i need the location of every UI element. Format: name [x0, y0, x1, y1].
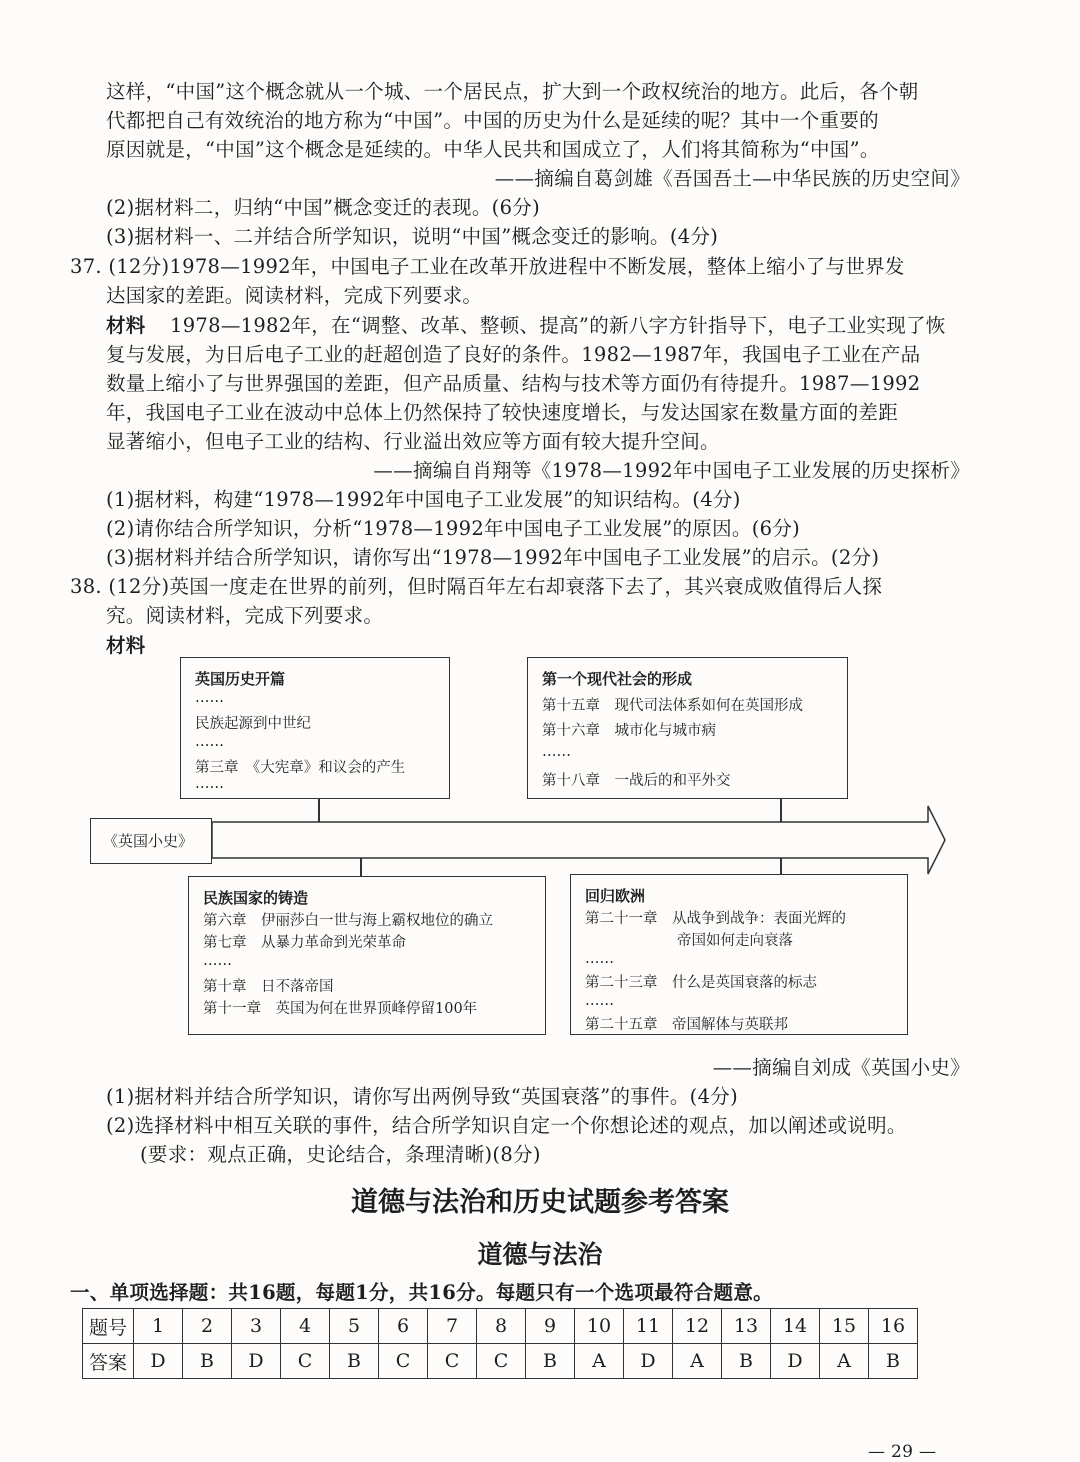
question-stem: 究。阅读材料，完成下列要求。 — [106, 604, 384, 627]
question-item: (3)据材料并结合所学知识，请你写出“1978—1992年中国电子工业发展”的启示。(2分) — [106, 546, 880, 569]
question-number-cell: 15 — [820, 1309, 869, 1344]
connector — [780, 858, 782, 874]
question-item: (1)据材料，构建“1978—1992年中国电子工业发展”的知识结构。(4分) — [106, 488, 741, 511]
material-line: 显著缩小，但电子工业的结构、行业溢出效应等方面有较大提升空间。 — [106, 430, 720, 453]
question-stem: 37. (12分)1978—1992年，中国电子工业在改革开放进程中不断发展，整体上缩小了与世界发 — [70, 255, 905, 278]
question-number-cell: 8 — [477, 1309, 526, 1344]
chapter-box-3: 民族国家的铸造 第六章 伊丽莎白一世与海上霸权地位的确立 第七章 从暴力革命到光荣革命 …… 第十章 日不落帝国 第十一章 英国为何在世界顶峰停留100年 — [188, 876, 546, 1035]
paragraph-line: 代都把自己有效统治的地方称为“中国”。中国的历史为什么是延续的呢？其中一个重要的 — [106, 109, 879, 132]
material-line: 复与发展，为日后电子工业的赶超创造了良好的条件。1982—1987年，我国电子工业在产品 — [106, 343, 921, 366]
source-citation: ——摘编自肖翔等《1978—1992年中国电子工业发展的历史探析》 — [373, 459, 970, 482]
question-requirement: (要求：观点正确，史论结合，条理清晰)(8分) — [140, 1143, 541, 1166]
material-line: 数量上缩小了与世界强国的差距，但产品质量、结构与技术等方面仍有待提升。1987—1992 — [106, 372, 921, 395]
question-number-cell: 10 — [575, 1309, 624, 1344]
question-number-cell: 16 — [869, 1309, 918, 1344]
paragraph-line: 这样，“中国”这个概念就从一个城、一个居民点，扩大到一个政权统治的地方。此后，各个朝 — [106, 80, 919, 103]
connector — [360, 858, 362, 876]
question-item: (1)据材料并结合所学知识，请你写出两例导致“英国衰落”的事件。(4分) — [106, 1085, 738, 1108]
question-stem: 38. (12分)英国一度走在世界的前列，但时隔百年左右却衰落下去了，其兴衰成败值得后人探 — [70, 575, 883, 598]
answer-cell: B — [183, 1344, 232, 1379]
answer-cell: B — [526, 1344, 575, 1379]
chapter-box-2: 第一个现代社会的形成 第十五章 现代司法体系如何在英国形成 第十六章 城市化与城市病 …… 第十八章 一战后的和平外交 — [527, 657, 848, 799]
answer-table — [82, 1308, 918, 1379]
section-heading: 一、单项选择题：共16题，每题1分，共16分。每题只有一个选项最符合题意。 — [70, 1281, 773, 1304]
question-number-cell: 1 — [134, 1309, 183, 1344]
material-label: 材料 — [106, 634, 146, 657]
answer-cell: C — [428, 1344, 477, 1379]
material-line: 1978—1982年，在“调整、改革、整顿、提高”的新八字方针指导下，电子工业实现了恢 — [170, 314, 946, 337]
source-citation: ——摘编自葛剑雄《吾国吾土—中华民族的历史空间》 — [494, 167, 970, 190]
answer-cell: B — [330, 1344, 379, 1379]
table-header-cell: 题号 — [83, 1309, 134, 1344]
question-number-cell: 6 — [379, 1309, 428, 1344]
answer-cell: D — [624, 1344, 673, 1379]
answer-cell: C — [379, 1344, 428, 1379]
question-item: (3)据材料一、二并结合所学知识，说明“中国”概念变迁的影响。(4分) — [106, 225, 719, 248]
question-number-cell: 12 — [673, 1309, 722, 1344]
question-item: (2)请你结合所学知识，分析“1978—1992年中国电子工业发展”的原因。(6分) — [106, 517, 801, 540]
question-number-cell: 2 — [183, 1309, 232, 1344]
question-number-cell: 9 — [526, 1309, 575, 1344]
question-number-cell: 13 — [722, 1309, 771, 1344]
answer-cell: C — [281, 1344, 330, 1379]
connector — [318, 797, 320, 822]
page-number: — 29 — — [868, 1442, 937, 1462]
answer-cell: A — [575, 1344, 624, 1379]
table-row — [83, 1344, 918, 1379]
answer-cell: A — [673, 1344, 722, 1379]
question-item: (2)据材料二，归纳“中国”概念变迁的表现。(6分) — [106, 196, 540, 219]
timeline-label: 《英国小史》 — [90, 818, 212, 864]
answer-cell: B — [869, 1344, 918, 1379]
question-number-cell: 5 — [330, 1309, 379, 1344]
subject-title: 道德与法治 — [477, 1240, 603, 1269]
paragraph-line: 原因就是，“中国”这个概念是延续的。中华人民共和国成立了，人们将其简称为“中国”。 — [106, 138, 880, 161]
question-number-cell: 4 — [281, 1309, 330, 1344]
table-row — [83, 1309, 918, 1344]
answer-cell: B — [722, 1344, 771, 1379]
question-stem: 达国家的差距。阅读材料，完成下列要求。 — [106, 284, 483, 307]
material-line: 年，我国电子工业在波动中总体上仍然保持了较快速度增长，与发达国家在数量方面的差距 — [106, 401, 899, 424]
question-number-cell: 11 — [624, 1309, 673, 1344]
answer-cell: D — [771, 1344, 820, 1379]
connector — [780, 797, 782, 822]
chapter-box-4: 回归欧洲 第二十一章 从战争到战争：表面光辉的 帝国如何走向衰落 …… 第二十三章 什么是英国衰落的标志 …… 第二十五章 帝国解体与英联邦 — [570, 874, 908, 1035]
question-number-cell: 7 — [428, 1309, 477, 1344]
answer-cell: A — [820, 1344, 869, 1379]
material-label: 材料 — [106, 314, 146, 337]
answer-cell: D — [134, 1344, 183, 1379]
question-number-cell: 3 — [232, 1309, 281, 1344]
answer-cell: D — [232, 1344, 281, 1379]
answer-cell: C — [477, 1344, 526, 1379]
question-item: (2)选择材料中相互关联的事件，结合所学知识自定一个你想论述的观点，加以阐述或说明。 — [106, 1114, 907, 1137]
answers-title: 道德与法治和历史试题参考答案 — [351, 1187, 729, 1218]
chapter-box-1: 英国历史开篇 …… 民族起源到中世纪 …… 第三章 《大宪章》和议会的产生 …… — [180, 657, 450, 799]
table-header-cell: 答案 — [83, 1344, 134, 1379]
question-number-cell: 14 — [771, 1309, 820, 1344]
source-citation: ——摘编自刘成《英国小史》 — [712, 1056, 970, 1079]
